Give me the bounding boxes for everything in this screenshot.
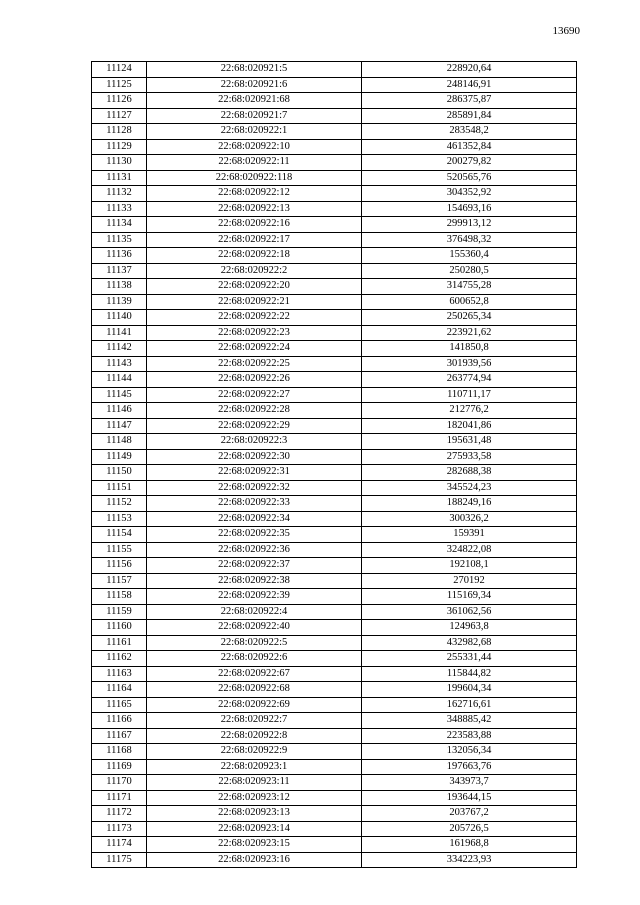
cadastral-number-cell: 22:68:020922:17 <box>147 232 362 248</box>
row-number-cell: 11168 <box>92 744 147 760</box>
cadastral-number-cell: 22:68:020922:31 <box>147 465 362 481</box>
row-number-cell: 11171 <box>92 790 147 806</box>
cadastral-number-cell: 22:68:020922:35 <box>147 527 362 543</box>
table-row <box>92 465 577 481</box>
value-cell: 115169,34 <box>362 589 577 605</box>
value-cell: 334223,93 <box>362 852 577 868</box>
value-cell: 345524,23 <box>362 480 577 496</box>
cadastral-number-cell: 22:68:020922:27 <box>147 387 362 403</box>
row-number-cell: 11167 <box>92 728 147 744</box>
table-row <box>92 279 577 295</box>
value-cell: 376498,32 <box>362 232 577 248</box>
cadastral-number-cell: 22:68:020922:40 <box>147 620 362 636</box>
row-number-cell: 11142 <box>92 341 147 357</box>
value-cell: 263774,94 <box>362 372 577 388</box>
value-cell: 348885,42 <box>362 713 577 729</box>
value-cell: 223583,88 <box>362 728 577 744</box>
row-number-cell: 11125 <box>92 77 147 93</box>
row-number-cell: 11151 <box>92 480 147 496</box>
value-cell: 520565,76 <box>362 170 577 186</box>
table-row <box>92 775 577 791</box>
row-number-cell: 11158 <box>92 589 147 605</box>
value-cell: 115844,82 <box>362 666 577 682</box>
row-number-cell: 11152 <box>92 496 147 512</box>
cadastral-number-cell: 22:68:020922:26 <box>147 372 362 388</box>
row-number-cell: 11124 <box>92 62 147 78</box>
value-cell: 193644,15 <box>362 790 577 806</box>
table-row <box>92 201 577 217</box>
cadastral-number-cell: 22:68:020922:37 <box>147 558 362 574</box>
value-cell: 195631,48 <box>362 434 577 450</box>
row-number-cell: 11138 <box>92 279 147 295</box>
row-number-cell: 11139 <box>92 294 147 310</box>
data-table-container <box>91 61 577 868</box>
table-row <box>92 418 577 434</box>
cadastral-number-cell: 22:68:020922:3 <box>147 434 362 450</box>
row-number-cell: 11126 <box>92 93 147 109</box>
cadastral-number-cell: 22:68:020922:13 <box>147 201 362 217</box>
row-number-cell: 11143 <box>92 356 147 372</box>
value-cell: 110711,17 <box>362 387 577 403</box>
row-number-cell: 11162 <box>92 651 147 667</box>
table-row <box>92 496 577 512</box>
row-number-cell: 11141 <box>92 325 147 341</box>
value-cell: 205726,5 <box>362 821 577 837</box>
value-cell: 255331,44 <box>362 651 577 667</box>
value-cell: 324822,08 <box>362 542 577 558</box>
row-number-cell: 11149 <box>92 449 147 465</box>
cadastral-number-cell: 22:68:020923:13 <box>147 806 362 822</box>
row-number-cell: 11129 <box>92 139 147 155</box>
value-cell: 124963,8 <box>362 620 577 636</box>
value-cell: 182041,86 <box>362 418 577 434</box>
value-cell: 299913,12 <box>362 217 577 233</box>
table-row <box>92 527 577 543</box>
row-number-cell: 11130 <box>92 155 147 171</box>
value-cell: 141850,8 <box>362 341 577 357</box>
table-row <box>92 155 577 171</box>
cadastral-number-cell: 22:68:020922:22 <box>147 310 362 326</box>
cadastral-number-cell: 22:68:020923:16 <box>147 852 362 868</box>
row-number-cell: 11153 <box>92 511 147 527</box>
table-row <box>92 806 577 822</box>
table-row <box>92 558 577 574</box>
table-row <box>92 217 577 233</box>
cadastral-number-cell: 22:68:020923:12 <box>147 790 362 806</box>
cadastral-number-cell: 22:68:020922:32 <box>147 480 362 496</box>
row-number-cell: 11132 <box>92 186 147 202</box>
row-number-cell: 11147 <box>92 418 147 434</box>
table-row <box>92 759 577 775</box>
value-cell: 188249,16 <box>362 496 577 512</box>
cadastral-number-cell: 22:68:020923:11 <box>147 775 362 791</box>
value-cell: 223921,62 <box>362 325 577 341</box>
table-row <box>92 837 577 853</box>
cadastral-number-cell: 22:68:020922:69 <box>147 697 362 713</box>
value-cell: 314755,28 <box>362 279 577 295</box>
data-table <box>91 61 577 868</box>
cadastral-number-cell: 22:68:020922:1 <box>147 124 362 140</box>
row-number-cell: 11160 <box>92 620 147 636</box>
cadastral-number-cell: 22:68:020922:4 <box>147 604 362 620</box>
cadastral-number-cell: 22:68:020922:28 <box>147 403 362 419</box>
row-number-cell: 11175 <box>92 852 147 868</box>
row-number-cell: 11169 <box>92 759 147 775</box>
cadastral-number-cell: 22:68:020922:8 <box>147 728 362 744</box>
row-number-cell: 11133 <box>92 201 147 217</box>
value-cell: 343973,7 <box>362 775 577 791</box>
table-row <box>92 697 577 713</box>
table-row <box>92 108 577 124</box>
table-row <box>92 821 577 837</box>
value-cell: 162716,61 <box>362 697 577 713</box>
cadastral-number-cell: 22:68:020922:29 <box>147 418 362 434</box>
row-number-cell: 11154 <box>92 527 147 543</box>
table-row <box>92 325 577 341</box>
cadastral-number-cell: 22:68:020922:6 <box>147 651 362 667</box>
cadastral-number-cell: 22:68:020922:38 <box>147 573 362 589</box>
cadastral-number-cell: 22:68:020922:10 <box>147 139 362 155</box>
row-number-cell: 11150 <box>92 465 147 481</box>
cadastral-number-cell: 22:68:020922:16 <box>147 217 362 233</box>
value-cell: 461352,84 <box>362 139 577 155</box>
row-number-cell: 11144 <box>92 372 147 388</box>
row-number-cell: 11174 <box>92 837 147 853</box>
value-cell: 432982,68 <box>362 635 577 651</box>
row-number-cell: 11145 <box>92 387 147 403</box>
table-row <box>92 744 577 760</box>
table-row <box>92 170 577 186</box>
value-cell: 228920,64 <box>362 62 577 78</box>
cadastral-number-cell: 22:68:020922:33 <box>147 496 362 512</box>
cadastral-number-cell: 22:68:020922:67 <box>147 666 362 682</box>
row-number-cell: 11163 <box>92 666 147 682</box>
table-row <box>92 620 577 636</box>
table-row <box>92 852 577 868</box>
cadastral-number-cell: 22:68:020922:34 <box>147 511 362 527</box>
cadastral-number-cell: 22:68:020921:5 <box>147 62 362 78</box>
cadastral-number-cell: 22:68:020922:36 <box>147 542 362 558</box>
value-cell: 203767,2 <box>362 806 577 822</box>
row-number-cell: 11173 <box>92 821 147 837</box>
table-row <box>92 186 577 202</box>
row-number-cell: 11128 <box>92 124 147 140</box>
row-number-cell: 11137 <box>92 263 147 279</box>
cadastral-number-cell: 22:68:020923:15 <box>147 837 362 853</box>
row-number-cell: 11172 <box>92 806 147 822</box>
table-row <box>92 434 577 450</box>
cadastral-number-cell: 22:68:020922:30 <box>147 449 362 465</box>
table-body <box>92 62 577 868</box>
cadastral-number-cell: 22:68:020922:5 <box>147 635 362 651</box>
row-number-cell: 11156 <box>92 558 147 574</box>
row-number-cell: 11165 <box>92 697 147 713</box>
table-row <box>92 341 577 357</box>
row-number-cell: 11146 <box>92 403 147 419</box>
value-cell: 283548,2 <box>362 124 577 140</box>
row-number-cell: 11161 <box>92 635 147 651</box>
value-cell: 159391 <box>362 527 577 543</box>
value-cell: 250280,5 <box>362 263 577 279</box>
table-row <box>92 263 577 279</box>
table-row <box>92 790 577 806</box>
table-row <box>92 372 577 388</box>
cadastral-number-cell: 22:68:020922:68 <box>147 682 362 698</box>
cadastral-number-cell: 22:68:020922:7 <box>147 713 362 729</box>
row-number-cell: 11157 <box>92 573 147 589</box>
cadastral-number-cell: 22:68:020922:12 <box>147 186 362 202</box>
value-cell: 304352,92 <box>362 186 577 202</box>
table-row <box>92 542 577 558</box>
table-row <box>92 728 577 744</box>
page-number: 13690 <box>552 25 580 37</box>
table-row <box>92 589 577 605</box>
cadastral-number-cell: 22:68:020922:20 <box>147 279 362 295</box>
table-row <box>92 682 577 698</box>
table-row <box>92 310 577 326</box>
row-number-cell: 11127 <box>92 108 147 124</box>
value-cell: 197663,76 <box>362 759 577 775</box>
table-row <box>92 387 577 403</box>
row-number-cell: 11170 <box>92 775 147 791</box>
table-row <box>92 248 577 264</box>
cadastral-number-cell: 22:68:020923:14 <box>147 821 362 837</box>
table-row <box>92 713 577 729</box>
cadastral-number-cell: 22:68:020922:23 <box>147 325 362 341</box>
row-number-cell: 11159 <box>92 604 147 620</box>
cadastral-number-cell: 22:68:020921:6 <box>147 77 362 93</box>
row-number-cell: 11131 <box>92 170 147 186</box>
table-row <box>92 232 577 248</box>
table-row <box>92 511 577 527</box>
value-cell: 600652,8 <box>362 294 577 310</box>
table-row <box>92 62 577 78</box>
table-row <box>92 449 577 465</box>
row-number-cell: 11140 <box>92 310 147 326</box>
cadastral-number-cell: 22:68:020922:118 <box>147 170 362 186</box>
table-row <box>92 666 577 682</box>
value-cell: 275933,58 <box>362 449 577 465</box>
cadastral-number-cell: 22:68:020922:39 <box>147 589 362 605</box>
table-row <box>92 403 577 419</box>
value-cell: 301939,56 <box>362 356 577 372</box>
cadastral-number-cell: 22:68:020922:11 <box>147 155 362 171</box>
row-number-cell: 11135 <box>92 232 147 248</box>
cadastral-number-cell: 22:68:020922:2 <box>147 263 362 279</box>
value-cell: 155360,4 <box>362 248 577 264</box>
cadastral-number-cell: 22:68:020922:21 <box>147 294 362 310</box>
cadastral-number-cell: 22:68:020922:9 <box>147 744 362 760</box>
row-number-cell: 11136 <box>92 248 147 264</box>
value-cell: 250265,34 <box>362 310 577 326</box>
row-number-cell: 11148 <box>92 434 147 450</box>
row-number-cell: 11164 <box>92 682 147 698</box>
value-cell: 286375,87 <box>362 93 577 109</box>
value-cell: 199604,34 <box>362 682 577 698</box>
cadastral-number-cell: 22:68:020923:1 <box>147 759 362 775</box>
table-row <box>92 604 577 620</box>
table-row <box>92 356 577 372</box>
table-row <box>92 480 577 496</box>
table-row <box>92 77 577 93</box>
value-cell: 212776,2 <box>362 403 577 419</box>
value-cell: 285891,84 <box>362 108 577 124</box>
cadastral-number-cell: 22:68:020922:18 <box>147 248 362 264</box>
value-cell: 192108,1 <box>362 558 577 574</box>
value-cell: 300326,2 <box>362 511 577 527</box>
cadastral-number-cell: 22:68:020921:68 <box>147 93 362 109</box>
table-row <box>92 651 577 667</box>
value-cell: 161968,8 <box>362 837 577 853</box>
value-cell: 200279,82 <box>362 155 577 171</box>
cadastral-number-cell: 22:68:020922:25 <box>147 356 362 372</box>
value-cell: 154693,16 <box>362 201 577 217</box>
row-number-cell: 11166 <box>92 713 147 729</box>
table-row <box>92 635 577 651</box>
value-cell: 248146,91 <box>362 77 577 93</box>
table-row <box>92 124 577 140</box>
value-cell: 270192 <box>362 573 577 589</box>
value-cell: 132056,34 <box>362 744 577 760</box>
table-row <box>92 139 577 155</box>
row-number-cell: 11134 <box>92 217 147 233</box>
cadastral-number-cell: 22:68:020922:24 <box>147 341 362 357</box>
cadastral-number-cell: 22:68:020921:7 <box>147 108 362 124</box>
table-row <box>92 294 577 310</box>
table-row <box>92 93 577 109</box>
table-row <box>92 573 577 589</box>
value-cell: 282688,38 <box>362 465 577 481</box>
value-cell: 361062,56 <box>362 604 577 620</box>
row-number-cell: 11155 <box>92 542 147 558</box>
